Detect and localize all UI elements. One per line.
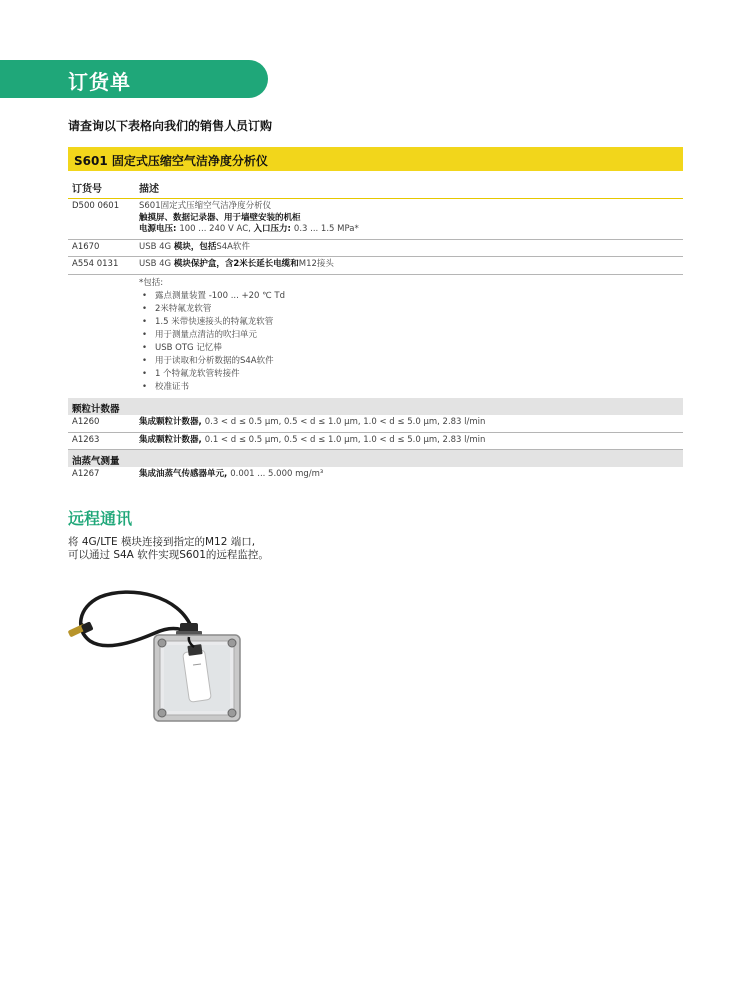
includes-row [68, 275, 683, 399]
desc-line: S601固定式压缩空气洁净度分析仪 [139, 201, 272, 211]
includes-list [139, 290, 683, 394]
table-row [68, 240, 683, 258]
product-title-bar: S601 固定式压缩空气洁净度分析仪 [68, 147, 683, 171]
row-description: 集成颗粒计数器, 0.1 < d ≤ 0.5 µm, 0.5 < d ≤ 1.0 µm, 1.0 < d ≤ 5.0 µm, 2.83 l/min [139, 434, 486, 445]
table-row [68, 433, 683, 451]
intro-text: 请查询以下表格向我们的销售人员订购 [68, 119, 273, 133]
order-code: A1670 [72, 241, 100, 252]
row-description [139, 201, 683, 236]
column-description: 描述 [139, 184, 159, 195]
list-item: • 校准证书 [139, 381, 683, 394]
row-description: USB 4G 模块保护盒，含2米长延长电缆和M12接头 [139, 259, 334, 269]
column-order-no: 订货号 [72, 184, 102, 195]
table-row [68, 257, 683, 275]
page-title: 订货单 [68, 70, 131, 94]
header-bar [0, 60, 268, 98]
table-row [68, 467, 683, 484]
section-header-particle: 颗粒计数器 [68, 398, 683, 415]
list-item: • 用于测量点清洁的吹扫单元 [139, 329, 683, 342]
order-code: A1263 [72, 434, 100, 445]
desc-line: 电源电压: 100 ... 240 V AC, 入口压力: 0.3 ... 1.5 MPa* [139, 224, 359, 234]
list-item: • 露点测量装置 -100 ... +20 ℃ Td [139, 290, 683, 303]
desc-line: 触摸屏、数据记录器、用于墙壁安装的机柜 [139, 212, 301, 223]
includes-label: *包括: [139, 277, 164, 288]
4g-module-box-photo [60, 585, 250, 730]
list-item: • 用于读取和分析数据的S4A软件 [139, 355, 683, 368]
list-item: • 2米特氟龙软管 [139, 303, 683, 316]
table-header [68, 171, 683, 199]
row-description: 集成颗粒计数器, 0.3 < d ≤ 0.5 µm, 0.5 < d ≤ 1.0 µm, 1.0 < d ≤ 5.0 µm, 2.83 l/min [139, 417, 486, 427]
row-description: 集成油蒸气传感器单元, 0.001 ... 5.000 mg/m³ [139, 469, 324, 479]
remote-section-title: 远程通讯 [68, 509, 133, 528]
remote-section-text: 将 4G/LTE 模块连接到指定的M12 端口, 可以通过 S4A 软件实现S601的远程监控。 [68, 536, 269, 561]
section-header-oil: 油蒸气测量 [68, 450, 683, 467]
table-row [68, 199, 683, 240]
order-code: A1260 [72, 417, 100, 427]
order-code: D500 0601 [72, 201, 120, 211]
list-item: • USB OTG 记忆棒 [139, 342, 683, 355]
table-row [68, 415, 683, 433]
order-code: A554 0131 [72, 259, 119, 269]
list-item: • 1 个特氟龙软管转接件 [139, 368, 683, 381]
row-description: USB 4G 模块，包括S4A软件 [139, 241, 250, 252]
order-table [68, 147, 683, 484]
order-code: A1267 [72, 469, 100, 479]
list-item: • 1.5 米带快速接头的特氟龙软管 [139, 316, 683, 329]
